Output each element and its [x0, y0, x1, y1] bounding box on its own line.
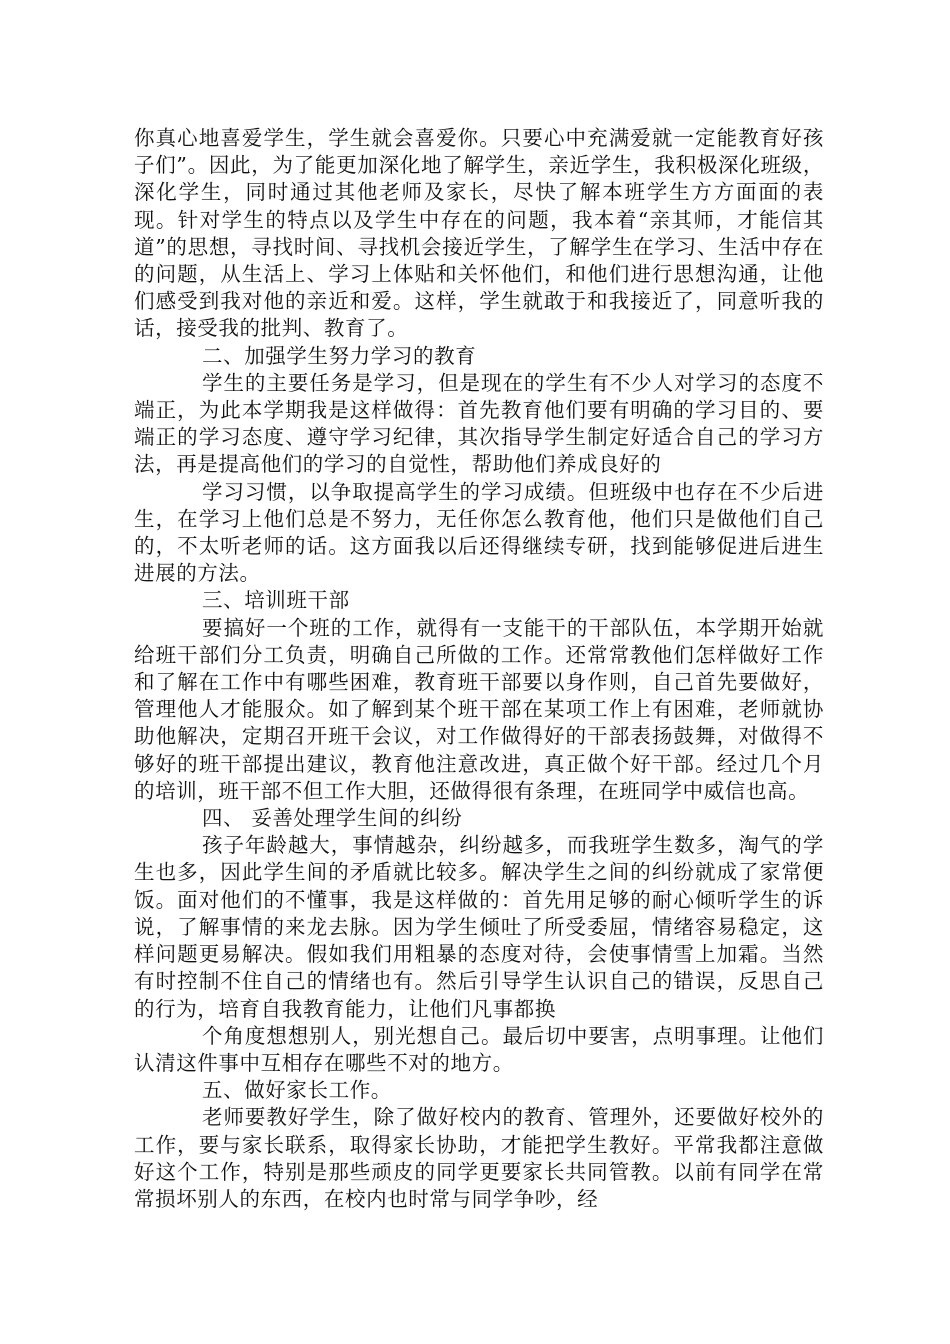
- paragraph-continued: 你真心地喜爱学生，学生就会喜爱你。只要心中充满爱就一定能教育好孩子们”。因此，为了能更加深化地了解学生，亲近学生，我积极深化班级，深化学生，同时通过其他老师及家长，尽快了解本班学生方方面面的表现。针对学生的特点以及学生中存在的问题，我本着“亲其师，才能信其道”的思想，寻找时间、寻找机会接近学生，了解学生在学习、生活中存在的问题，从生活上、学习上体贴和关怀他们，和他们进行思想沟通，让他们感受到我对他的亲近和爱。这样，学生就敢于和我接近了，同意听我的话，接受我的批判、教育了。: [134, 126, 824, 341]
- document-body: [134, 125, 824, 1213]
- paragraph: 学生的主要任务是学习，但是现在的学生有不少人对学习的态度不端正，为此本学期我是这样做得：首先教育他们要有明确的学习目的、要端正的学习态度、遵守学习纪律，其次指导学生制定好适合自己的学习方法，再是提高他们的学习的自觉性，帮助他们养成良好的: [134, 370, 824, 477]
- paragraph: 学习习惯，以争取提高学生的学习成绩。但班级中也存在不少后进生，在学习上他们总是不努力，无任你怎么教育他，他们只是做他们自己的，不太听老师的话。这方面我以后还得继续专研，找到能够促进后进生进展的方法。: [134, 479, 824, 586]
- paragraph: 要搞好一个班的工作，就得有一支能干的干部队伍，本学期开始就给班干部们分工负责，明确自己所做的工作。还常常教他们怎样做好工作和了解在工作中有哪些困难，教育班干部要以身作则，自己首先要做好，管理他人才能服众。如了解到某个班干部在某项工作上有困难，老师就协助他解决，定期召开班干会议，对工作做得好的干部表扬鼓舞，对做得不够好的班干部提出建议，教育他注意改进，真正做个好干部。经过几个月的培训，班干部不但工作大胆，还做得很有条理，在班同学中威信也高。: [134, 615, 824, 803]
- section-heading-4: 四、 妥善处理学生间的纠纷: [202, 806, 463, 831]
- paragraph: 个角度想想别人，别光想自己。最后切中要害，点明事理。让他们认清这件事中互相存在哪些不对的地方。: [134, 1023, 824, 1075]
- section-heading-5: 五、做好家长工作。: [202, 1078, 392, 1103]
- paragraph: 孩子年龄越大，事情越杂，纠纷越多，而我班学生数多，淘气的学生也多，因此学生间的矛盾就比较多。解决学生之间的纠纷就成了家常便饭。面对他们的不懂事，我是这样做的：首先用足够的耐心倾听学生的诉说，了解事情的来龙去脉。因为学生倾吐了所受委屈，情绪容易稳定，这样问题更易解决。假如我们用粗暴的态度对待，会使事情雪上加霜。当然有时控制不住自己的情绪也有。然后引导学生认识自己的错误，反思自己的行为，培育自我教育能力，让他们凡事都换: [134, 833, 824, 1021]
- paragraph: 老师要教好学生，除了做好校内的教育、管理外，还要做好校外的工作，要与家长联系，取得家长协助，才能把学生教好。平常我都注意做好这个工作，特别是那些顽皮的同学更要家长共同管教。以前有同学在常常损坏别人的东西，在校内也时常与同学争吵，经: [134, 1105, 824, 1211]
- section-heading-2: 二、加强学生努力学习的教育: [202, 343, 477, 368]
- section-heading-3: 三、培训班干部: [202, 588, 350, 613]
